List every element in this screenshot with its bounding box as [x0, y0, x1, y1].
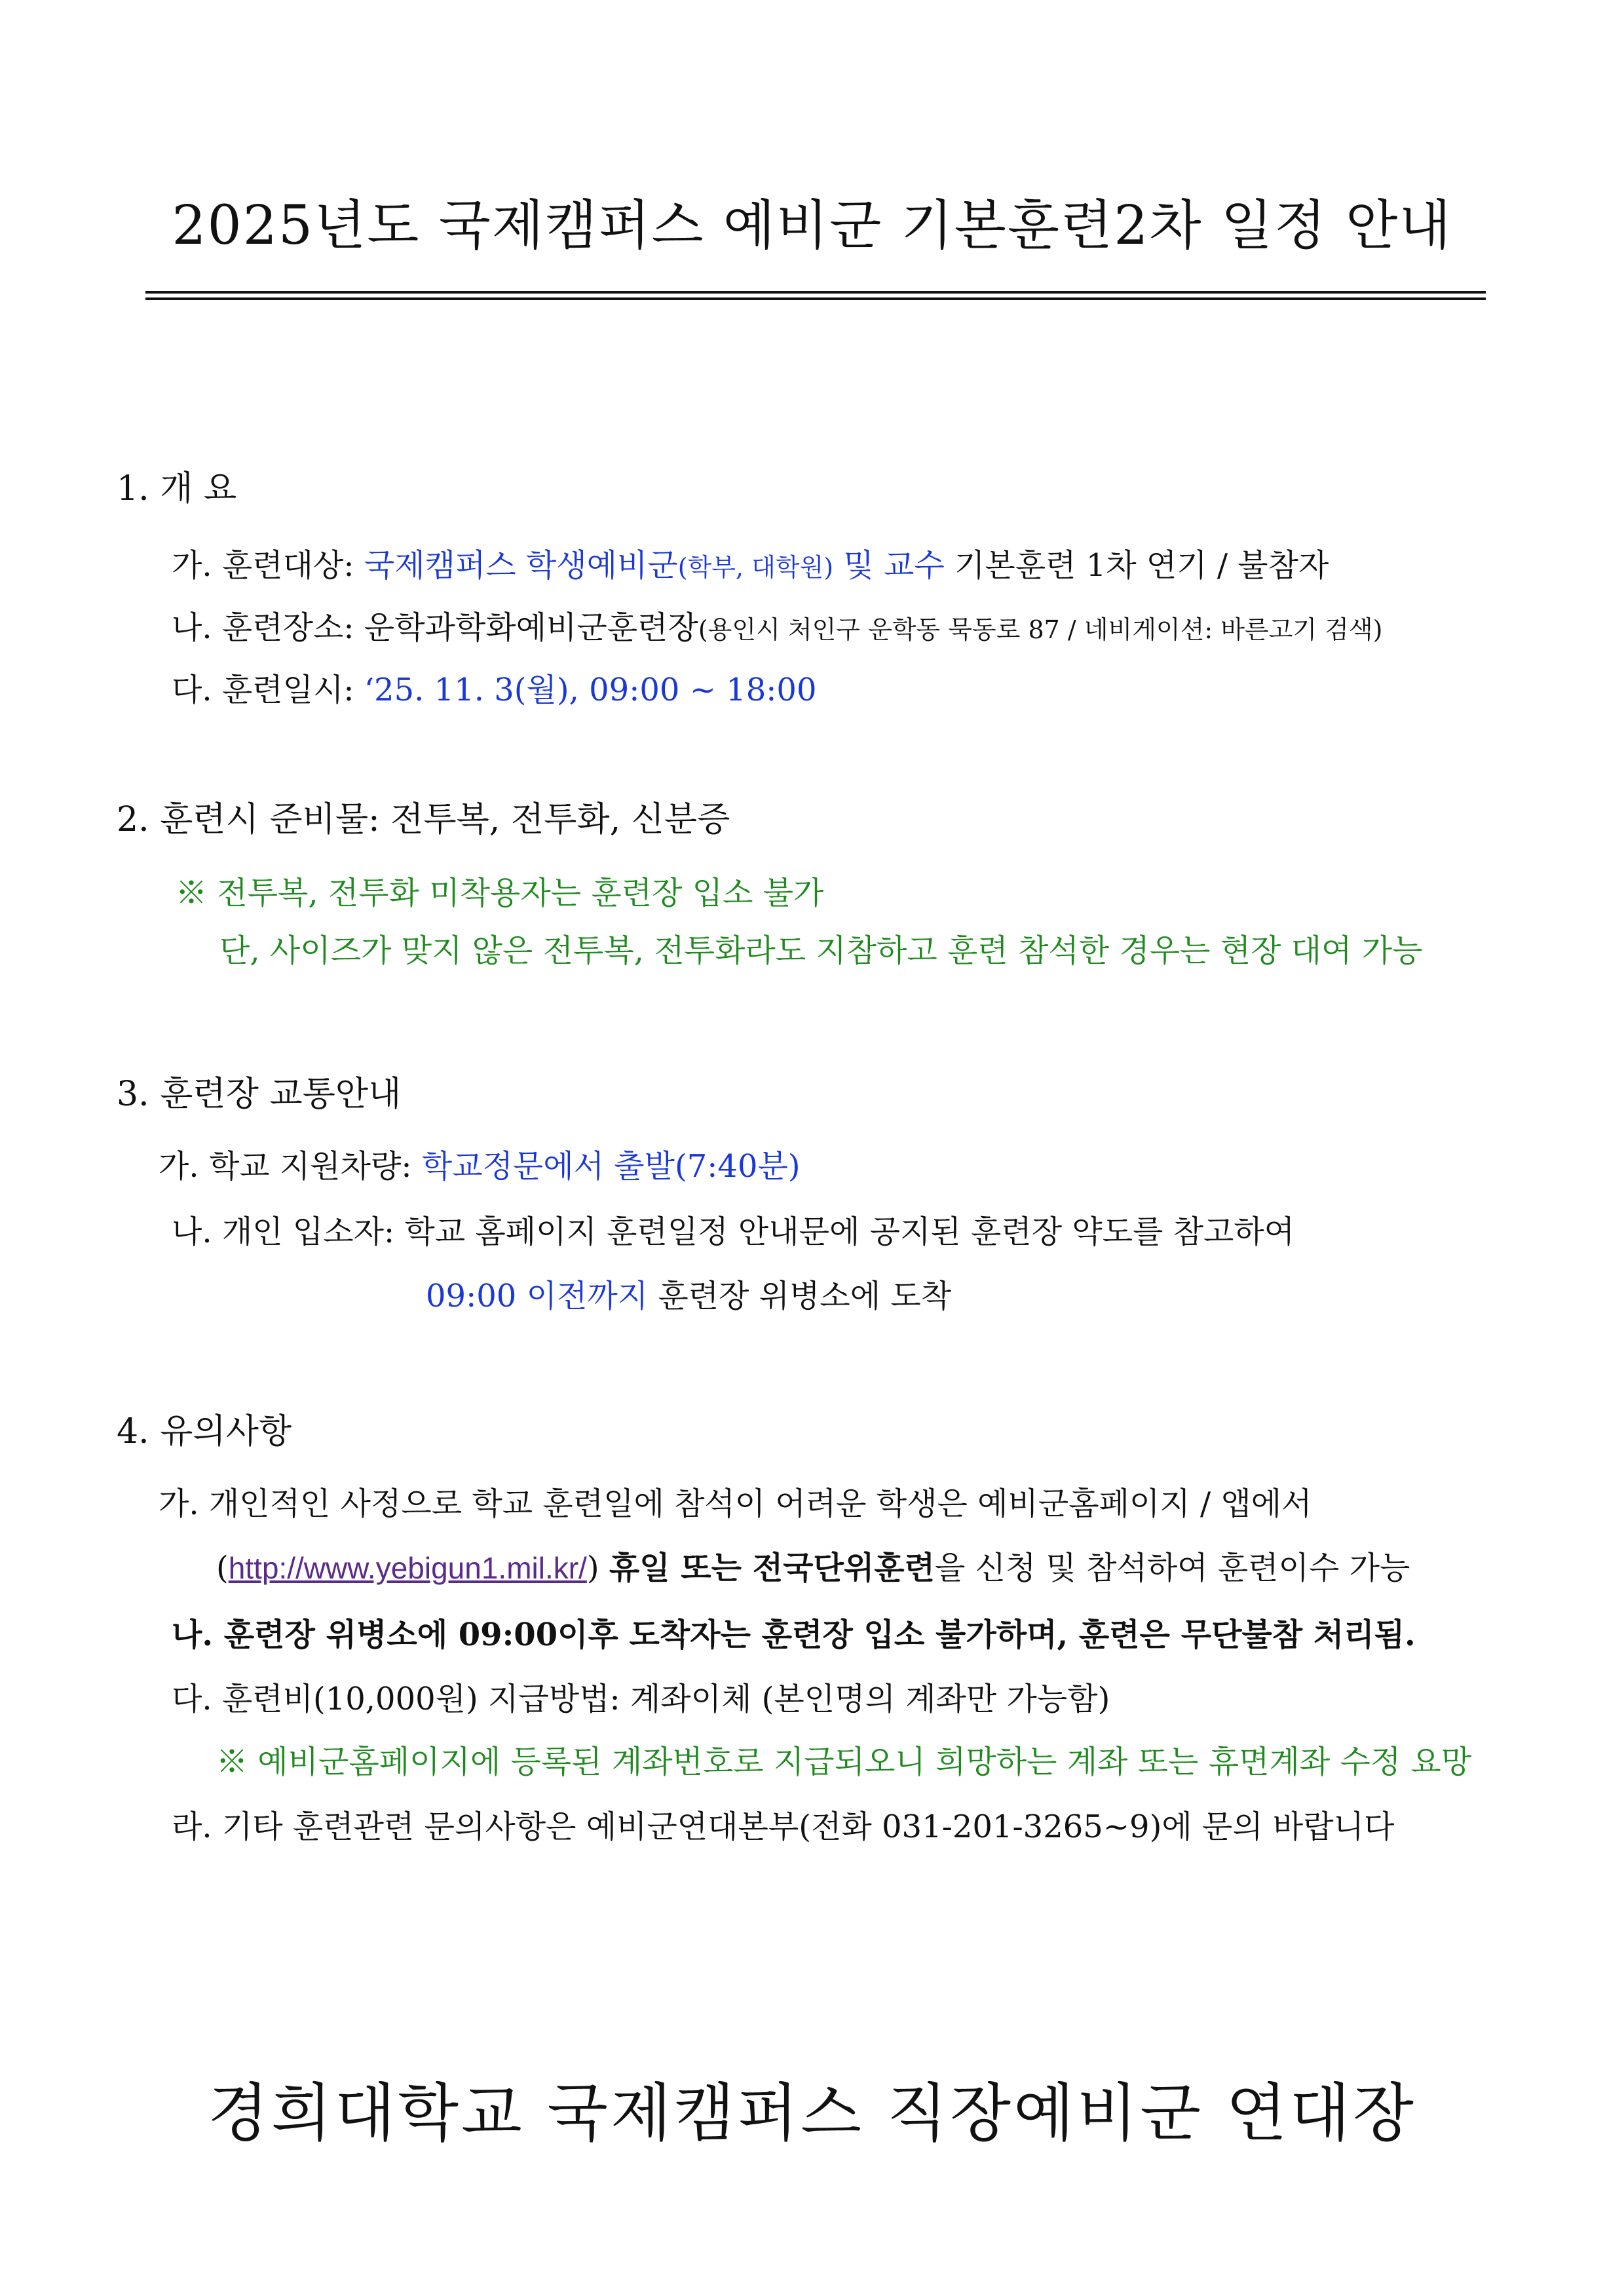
section1-item-a-label: 가. 훈련대상: [172, 547, 364, 584]
section4-link-open: ( [216, 1550, 229, 1586]
section1-heading: 1. 개 요 [117, 469, 237, 508]
section1-item-b-place: 운학과학화예비군훈련장 [364, 609, 698, 646]
section3-arrival-rest: 훈련장 위병소에 도착 [648, 1278, 952, 1314]
section1-item-c-datetime: ‘25. 11. 3(월), 09:00 ~ 18:00 [364, 672, 817, 708]
title-rule-bottom [145, 297, 1486, 300]
section4-item-a-rest: 을 신청 및 참석하여 훈련이수 가능 [934, 1550, 1410, 1586]
section4-link-close: ) [586, 1550, 609, 1586]
signature-footer: 경희대학교 국제캠퍼스 직장예비군 연대장 [208, 2076, 1416, 2150]
section4-item-c: 다. 훈련비(10,000원) 지급방법: 계좌이체 (본인명의 계좌만 가능함) [172, 1681, 1110, 1717]
section2-heading: 2. 훈련시 준비물: 전투복, 전투화, 신분증 [117, 800, 730, 839]
section1-item-c-label: 다. 훈련일시: [172, 672, 364, 708]
section3-arrival-time: 09:00 이전까지 [426, 1278, 649, 1314]
section3-heading: 3. 훈련장 교통안내 [117, 1075, 402, 1114]
section4-item-a: 가. 개인적인 사정으로 학교 훈련일에 참석이 어려운 학생은 예비군홈페이지 / 앱에서 [159, 1485, 1312, 1522]
section1-item-a [172, 544, 1329, 589]
section1-item-a-target-detail: (학부, 대학원) [677, 553, 834, 582]
section2-note-2: 단, 사이즈가 맞지 않은 전투복, 전투화라도 지참하고 훈련 참석한 경우는 현장 대여 가능 [219, 932, 1423, 969]
section4-heading: 4. 유의사항 [117, 1412, 292, 1451]
section3-item-b-cont [426, 1274, 951, 1318]
section1-item-c [172, 668, 817, 712]
section1-item-b [172, 606, 1382, 651]
section1-item-b-address: (용인시 처인구 운학동 묵동로 87 / 네비게이션: 바른고기 검색) [698, 615, 1383, 644]
section1-item-a-target-prof: 및 교수 [833, 547, 945, 584]
yebigun-website-link[interactable]: http://www.yebigun1.mil.kr/ [228, 1551, 587, 1585]
section2-note-1: ※ 전투복, 전투화 미착용자는 훈련장 입소 불가 [176, 875, 824, 911]
title-rule-top [145, 291, 1486, 294]
section4-item-a-cont [216, 1546, 1410, 1590]
section3-item-b: 나. 개인 입소자: 학교 홈페이지 훈련일정 안내문에 공지된 훈련장 약도를 참고하여 [172, 1214, 1295, 1250]
section3-item-a-label: 가. 학교 지원차량: [159, 1148, 422, 1185]
section3-item-a [159, 1145, 801, 1188]
section1-item-a-target: 국제캠퍼스 학생예비군 [364, 547, 678, 584]
section4-item-c-note: ※ 예비군홈페이지에 등록된 계좌번호로 지급되오니 희망하는 계좌 또는 휴면계좌 수정 요망 [216, 1744, 1472, 1780]
section4-holiday-training: 휴일 또는 전국단위훈련 [609, 1550, 935, 1586]
section1-item-a-rest: 기본훈련 1차 연기 / 불참자 [944, 547, 1329, 584]
section4-item-b: 나. 훈련장 위병소에 09:00이후 도착자는 훈련장 입소 불가하며, 훈련은 무단불참 처리됨. [172, 1617, 1416, 1653]
section3-item-a-bus: 학교정문에서 출발(7:40분) [421, 1148, 801, 1185]
page-title: 2025년도 국제캠퍼스 예비군 기본훈련2차 일정 안내 [172, 195, 1452, 257]
section1-item-b-label: 나. 훈련장소: [172, 609, 364, 646]
section4-item-d: 라. 기타 훈련관련 문의사항은 예비군연대본부(전화 031-201-3265~9)에 문의 바랍니다 [172, 1808, 1395, 1845]
